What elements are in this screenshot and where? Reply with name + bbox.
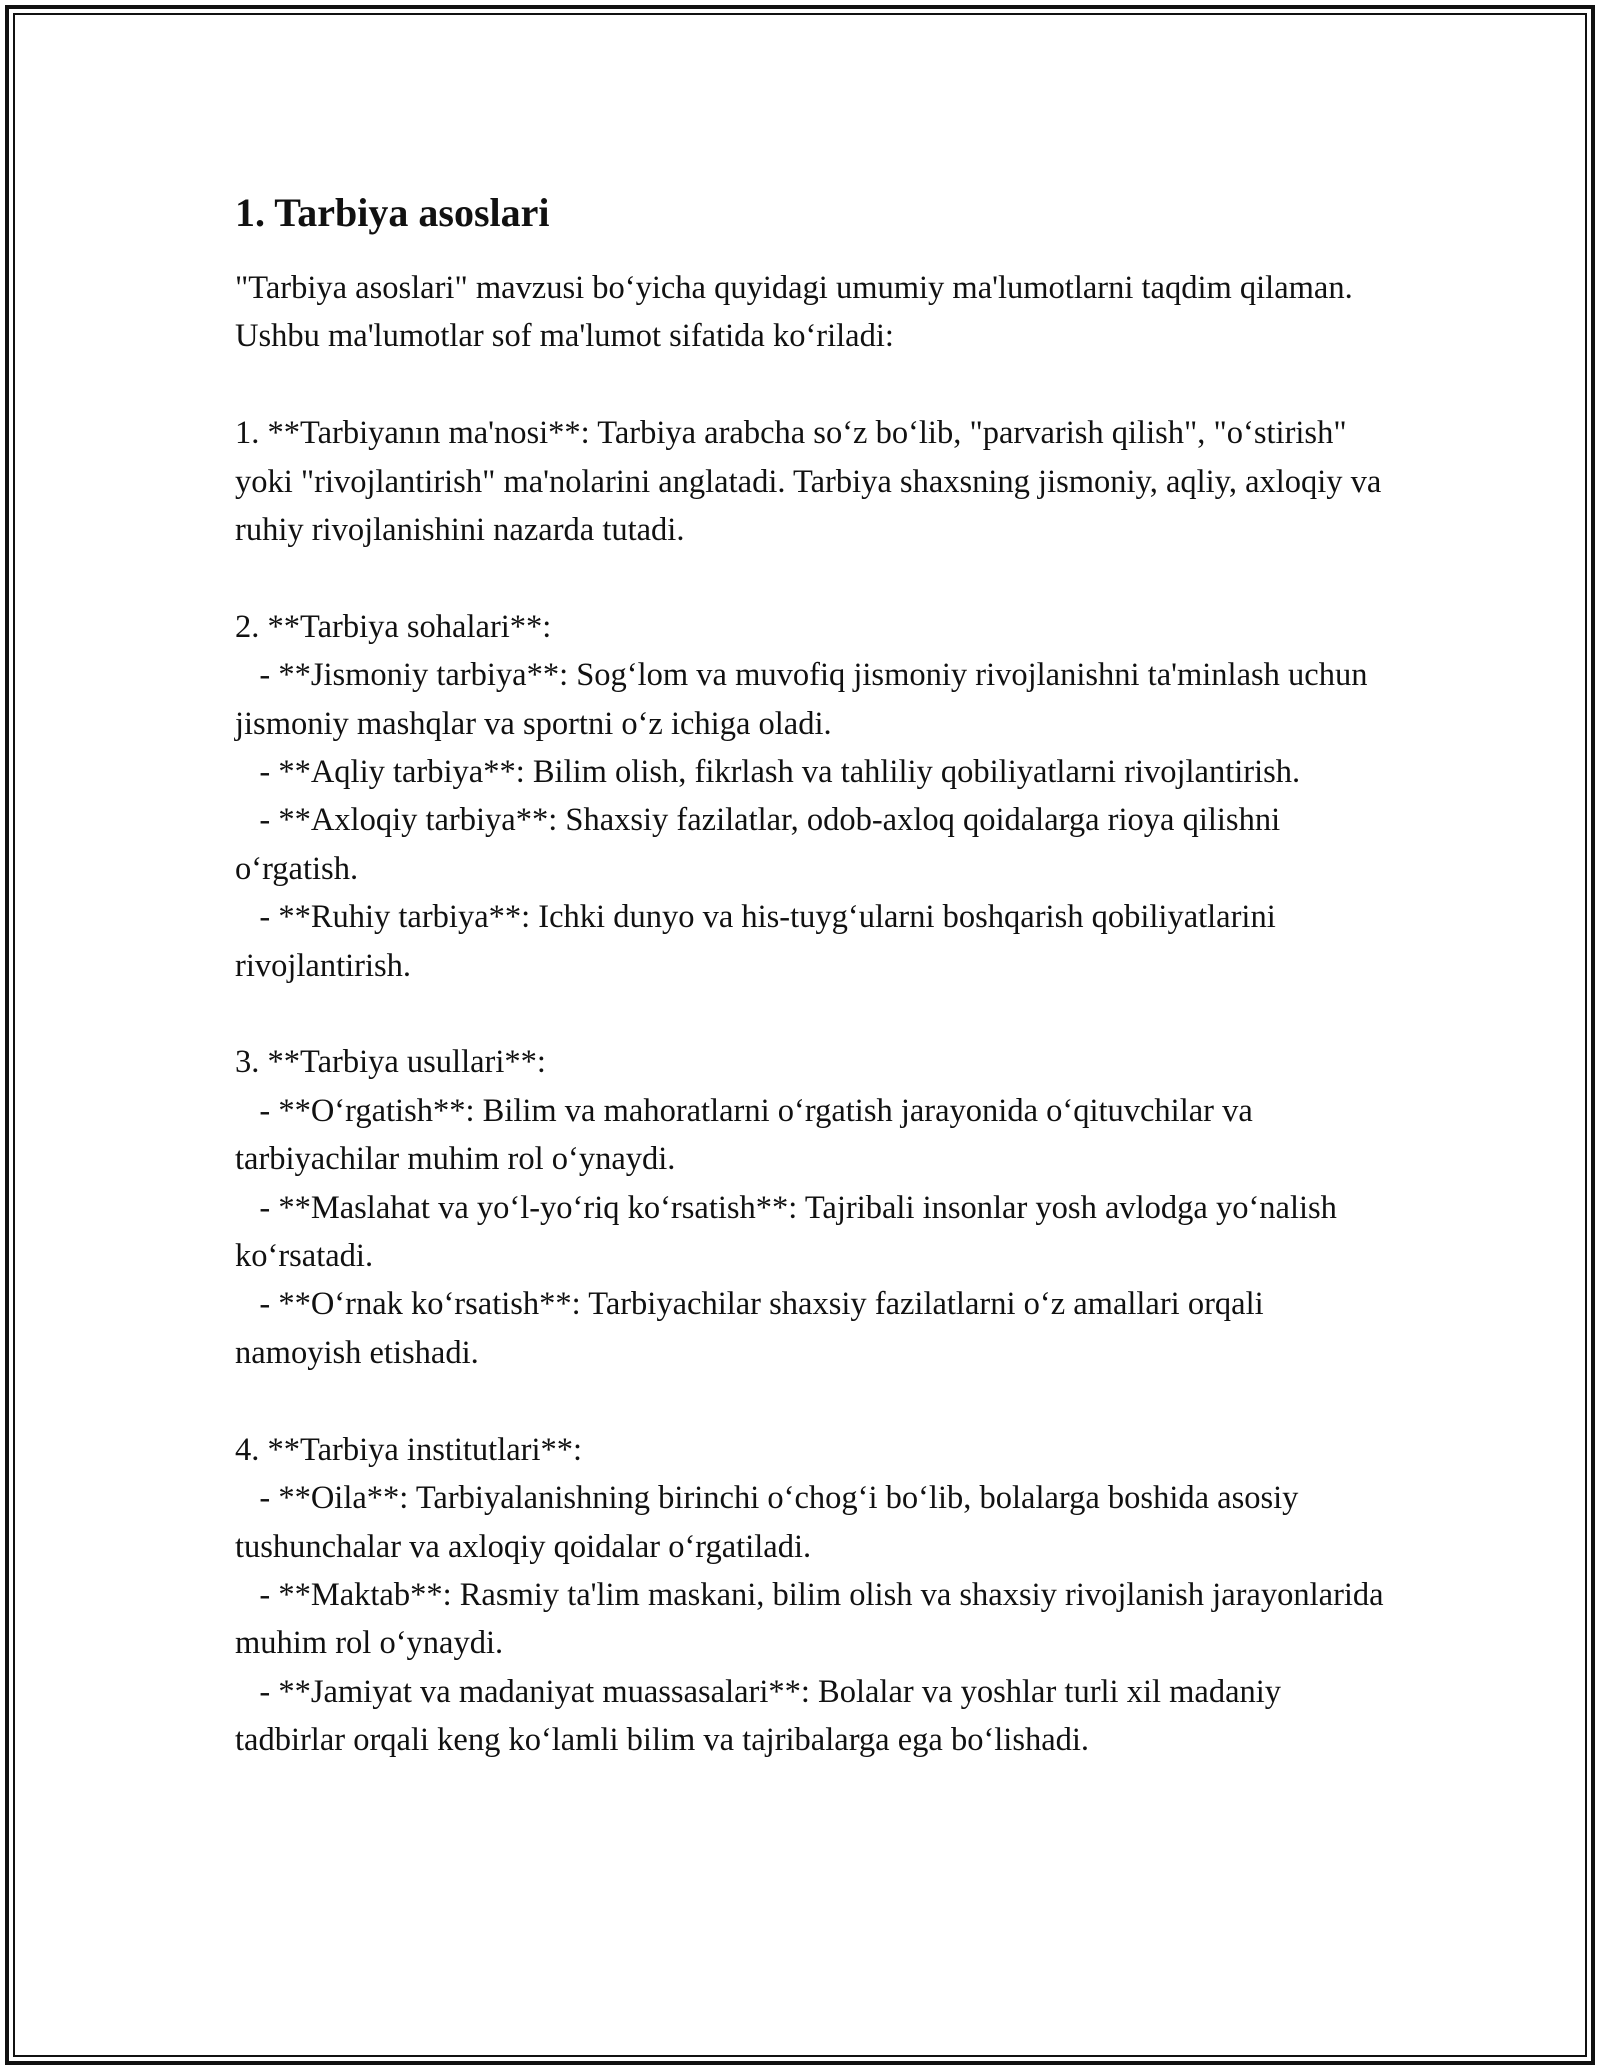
list-item: - **Jismoniy tarbiya**: Sog‘lom va muvofiq jismoniy rivojlanishni ta'minlash uchun jismoniy mashqlar va sportni o‘z ichiga oladi.: [235, 657, 1376, 742]
list-item: - **Ruhiy tarbiya**: Ichki dunyo va his-tuyg‘ularni boshqarish qobiliyatlarini rivojlantirish.: [235, 899, 1284, 984]
section-4: [235, 1426, 1392, 1765]
section-heading: 4. **Tarbiya institutlari**:: [235, 1431, 583, 1468]
section-3: [235, 1038, 1385, 1377]
list-item: - **Jamiyat va madaniyat muassasalari**: Bolalar va yoshlar turli xil madaniy tadbirlar orqali keng ko‘lamli bilim va tajribalarga ega bo‘lishadi.: [235, 1673, 1290, 1759]
paragraph-gap: [235, 361, 1385, 409]
list-item: - **O‘rnak ko‘rsatish**: Tarbiyachilar shaxsiy fazilatlarni o‘z amallari orqali namoyish etishadi.: [235, 1286, 1272, 1371]
list-item: - **Axloqiy tarbiya**: Shaxsiy fazilatlar, odob-axloq qoidalarga rioya qilishni o‘rgatish.: [235, 802, 1289, 887]
paragraph-gap: [235, 990, 1385, 1038]
paragraph-gap: [235, 554, 1385, 602]
document-body: [235, 188, 1392, 1765]
section-heading: 3. **Tarbiya usullari**:: [235, 1044, 546, 1081]
intro-paragraph: "Tarbiya asoslari" mavzusi bo‘yicha quyidagi umumiy ma'lumotlarni taqdim qilaman. Ushbu ma'lumotlar sof ma'lumot sifatida ko‘riladi:: [235, 270, 1361, 355]
document-title: 1. Tarbiya asoslari: [235, 190, 550, 235]
section-heading: 1. **Tarbiyanın ma'nosi**: Tarbiya arabcha so‘z bo‘lib, "parvarish qilish", "o‘stirish" yoki "rivojlantirish" ma'nolarini anglatadi. Tarbiya shaxsning jismoniy, aqliy, axloqiy va ruhiy rivojlanishini nazarda tutadi.: [235, 415, 1390, 549]
section-heading: 2. **Tarbiya sohalari**:: [235, 608, 552, 645]
list-item: - **Maktab**: Rasmiy ta'lim maskani, bilim olish va shaxsiy rivojlanish jarayonlarida muhim rol o‘ynaydi.: [235, 1576, 1392, 1662]
list-item: - **Maslahat va yo‘l-yo‘riq ko‘rsatish**: Tajribali insonlar yosh avlodga yo‘nalish ko‘rsatadi.: [235, 1189, 1346, 1275]
list-item: - **O‘rgatish**: Bilim va mahoratlarni o‘rgatish jarayonida o‘qituvchilar va tarbiyachilar muhim rol o‘ynaydi.: [235, 1092, 1261, 1178]
list-item: - **Aqliy tarbiya**: Bilim olish, fikrlash va tahliliy qobiliyatlarni rivojlantirish.: [235, 754, 1301, 791]
section-2: [235, 603, 1385, 990]
list-item: - **Oila**: Tarbiyalanishning birinchi o‘chog‘i bo‘lib, bolalarga boshida asosiy tushunchalar va axloqiy qoidalar o‘rgatiladi.: [235, 1480, 1307, 1565]
paragraph-gap: [235, 1377, 1385, 1425]
section-1: [235, 409, 1390, 554]
